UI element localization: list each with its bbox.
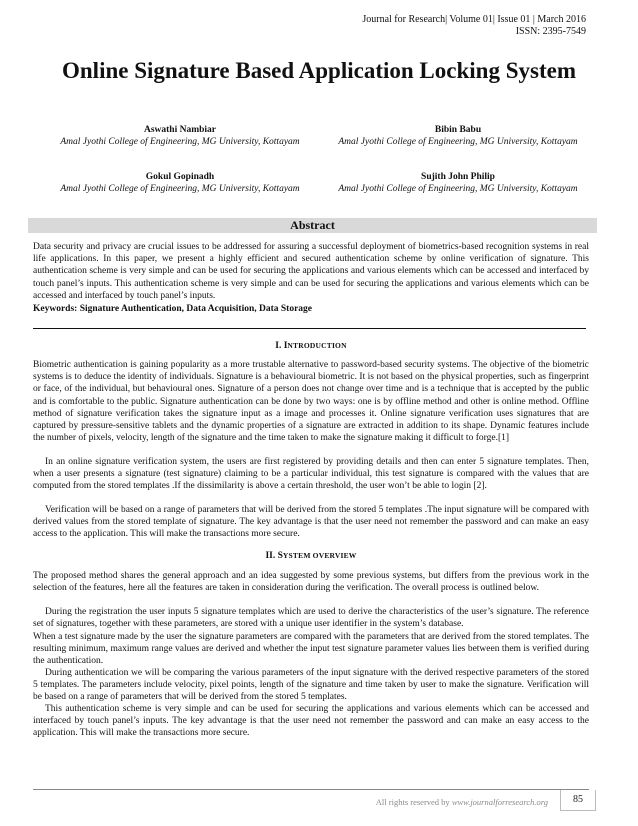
author-block xyxy=(50,124,310,148)
section-number: I. xyxy=(275,341,282,351)
paragraph: This authentication scheme is very simple and can be used for securing the applications and various elements which can be accessed and interfaced by touch panel’s inputs. The key advantage is that the user need not remember the password and can make an easy access to the application. This will make the transactions more secure. xyxy=(33,704,589,739)
author-name: Gokul Gopinadh xyxy=(145,172,215,182)
abstract-divider xyxy=(33,328,586,329)
keywords: Keywords: Signature Authentication, Data Acquisition, Data Storage xyxy=(33,304,313,314)
author-name: Aswathi Nambiar xyxy=(143,125,217,135)
journal-website-link[interactable]: www.journalforresearch.org xyxy=(451,797,548,807)
paragraph: Verification will be based on a range of parameters that will be derived from the stored 5 templates .The input signature will be compared with derived values from the stored template of signature. The key advantage is that the user need not remember the password and can make an easy access to the application. This will make the transactions more secure. xyxy=(33,505,589,540)
author-block xyxy=(328,124,588,148)
section-title-rest: NTRODUCTION xyxy=(287,341,347,350)
footer-divider xyxy=(33,789,589,790)
rights-text: All rights reserved by xyxy=(375,797,452,807)
paper-title: Online Signature Based Application Locking System xyxy=(62,58,576,83)
journal-line: Journal for Research| Volume 01| Issue 01 | March 2016 xyxy=(362,14,586,25)
section-number: II. xyxy=(265,551,276,561)
author-affiliation: Amal Jyothi College of Engineering, MG University, Kottayam xyxy=(338,137,578,147)
paragraph: During the registration the user inputs 5 signature templates which are used to derive the characteristics of the user’s signature. The reference set of signatures, together with these parameters, are stored with a unique user identifier in the system’s database. xyxy=(33,607,589,630)
section-title-initial: S xyxy=(277,551,283,561)
author-affiliation: Amal Jyothi College of Engineering, MG University, Kottayam xyxy=(60,137,300,147)
section-heading-system-overview xyxy=(33,551,589,561)
journal-header xyxy=(362,14,586,38)
abstract-text: Data security and privacy are crucial issues to be addressed for assuring a successful deployment of biometrics-based recognition systems in real life applications. In this paper, we present a highly efficient and secured authentication scheme by online verification of signature. This authentication scheme is very simple and can be used for securing the applications and various elements which can be accessed and interfaced by touch panel’s inputs. This authentication scheme is very simple and can be used for securing the applications and various elements which can be accessed and interfaced by touch panel’s inputs. xyxy=(33,242,589,301)
abstract-heading: Abstract xyxy=(28,218,597,233)
author-affiliation: Amal Jyothi College of Engineering, MG University, Kottayam xyxy=(60,184,300,194)
paragraph: In an online signature verification system, the users are first registered by providing details and then can enter 5 signature templates. Then, when a user presents a signature (test signature) claiming to be a particular individual, this test signature is compared with the values that are computed from the stored templates .If the dissimilarity is above a certain threshold, the user won’t be able to login [2]. xyxy=(33,457,589,492)
section-title-rest: YSTEM OVERVIEW xyxy=(282,551,357,560)
paragraph: Biometric authentication is gaining popularity as a more trustable alternative to password-based security systems. The objective of the biometric systems is to deduce the identity of individuals. Signature is a behavioural biometric. It is not based on the physical properties, such as fingerprint or face, of the individual, but behavioural ones. Signature of a person does not change over time and is a technique that is accepted by the public and is comfortable to the public. Signature authentication can be done by two ways: one is by offline method and other is online method. Offline method of signature verification takes the signature input as a image and processes it. Online signature verification uses signatures that are captured by pressure-sensitive tablets and the dynamic properties of a signature are extracted in addition to its shape. Dynamic features include the number of pixels, velocity, length of the signature and the time taken to make the signature making it difficult to forge.[1] xyxy=(33,360,589,444)
section-title-initial: I xyxy=(283,341,288,351)
footer-rights xyxy=(376,797,548,807)
section-heading-introduction xyxy=(33,341,589,351)
paragraph: The proposed method shares the general approach and an idea suggested by some previous systems, but differs from the previous work in the selection of the features, here all the features are taken in consideration during the verification. The overall process is outlined below. xyxy=(33,571,589,594)
author-affiliation: Amal Jyothi College of Engineering, MG University, Kottayam xyxy=(338,184,578,194)
author-block xyxy=(50,171,310,195)
page-number: 85 xyxy=(560,790,596,811)
author-block xyxy=(328,171,588,195)
issn: ISSN: 2395-7549 xyxy=(515,26,586,37)
author-name: Sujith John Philip xyxy=(421,172,495,182)
paragraph: During authentication we will be comparing the various parameters of the input signature with the derived respective parameters of the stored 5 templates. The parameters include velocity, pixel points, length of the signature and time taken by user to make the signature. Verification will be based on a range of parameters that will be derived from the stored 5 templates. xyxy=(33,668,589,703)
author-name: Bibin Babu xyxy=(434,125,482,135)
paragraph: When a test signature made by the user the signature parameters are compared with the parameters that are derived from the stored templates. The resulting minimum, maximum range values are derived and whether the input test signature parameter values lies between them is verified during the authentication. xyxy=(33,632,589,667)
